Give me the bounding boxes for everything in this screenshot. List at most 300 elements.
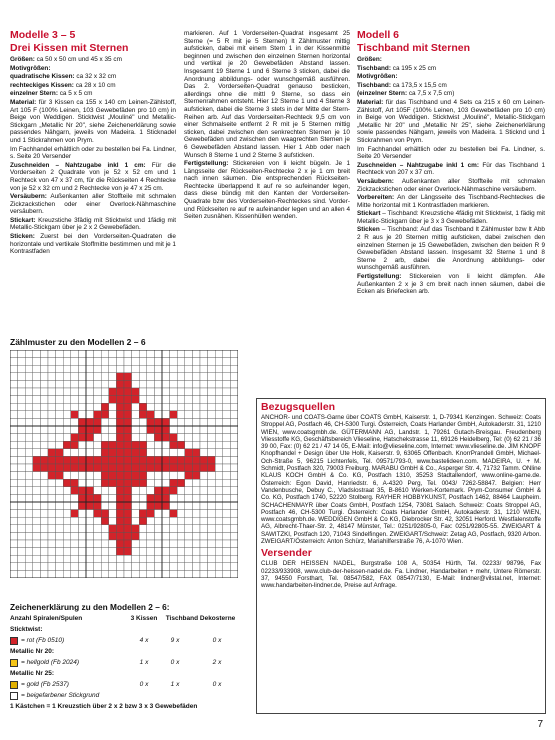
count-deko: 2 x: [212, 659, 222, 667]
chart-cell: [109, 434, 117, 442]
chart-cell-red: [132, 472, 140, 480]
counting-chart: [10, 337, 240, 578]
chart-cell: [162, 563, 170, 571]
chart-cell: [109, 548, 117, 556]
chart-cell: [18, 487, 26, 495]
chart-cell: [10, 365, 18, 373]
chart-cell-red: [124, 403, 132, 411]
suppliers-title: Bezugsquellen: [261, 401, 336, 413]
chart-cell: [192, 479, 200, 487]
chart-cell: [162, 396, 170, 404]
chart-cell: [101, 487, 109, 495]
chart-cell: [48, 380, 56, 388]
chart-cell: [25, 365, 33, 373]
chart-cell-red: [48, 464, 56, 472]
chart-cell-red: [132, 388, 140, 396]
chart-cell: [192, 411, 200, 419]
legend-group-label: Sticktwist:: [10, 626, 43, 634]
chart-cell: [101, 380, 109, 388]
chart-cell: [147, 350, 155, 358]
header-col-1: Anzahl Spiralen/Spulen: [10, 615, 83, 623]
chart-cell-red: [116, 532, 124, 540]
chart-cell: [177, 396, 185, 404]
chart-cell: [215, 570, 223, 578]
chart-cell: [71, 418, 79, 426]
chart-cell-red: [116, 494, 124, 502]
chart-cell: [101, 532, 109, 540]
chart-cell: [147, 396, 155, 404]
chart-cell: [56, 487, 64, 495]
chart-cell: [56, 396, 64, 404]
chart-cell: [33, 373, 41, 381]
chart-cell: [223, 418, 231, 426]
chart-cell: [185, 373, 193, 381]
chart-cell-red: [116, 396, 124, 404]
chart-cell: [162, 373, 170, 381]
cutting-paragraph: [10, 162, 176, 192]
chart-cell: [230, 548, 238, 556]
chart-cell-red: [101, 479, 109, 487]
finishing-paragraph: [10, 193, 176, 216]
chart-cell: [139, 525, 147, 533]
chart-cell: [177, 472, 185, 480]
chart-cell: [230, 434, 238, 442]
chart-cell: [162, 403, 170, 411]
chart-cell: [18, 563, 26, 571]
completion-paragraph: [184, 160, 350, 221]
chart-cell: [86, 365, 94, 373]
chart-cell: [154, 525, 162, 533]
chart-cell: [185, 365, 193, 373]
chart-cell-red: [170, 441, 178, 449]
chart-cell: [170, 532, 178, 540]
chart-cell: [200, 570, 208, 578]
label: Sticken: [357, 226, 380, 234]
chart-cell-red: [116, 388, 124, 396]
chart-cell: [223, 563, 231, 571]
chart-cell-red: [78, 426, 86, 434]
red-swatch: [10, 637, 18, 645]
chart-cell: [10, 479, 18, 487]
chart-cell-red: [177, 464, 185, 472]
chart-cell: [101, 434, 109, 442]
chart-cell: [162, 570, 170, 578]
chart-cell: [200, 487, 208, 495]
chart-cell: [200, 502, 208, 510]
chart-cell: [18, 411, 26, 419]
chart-cell: [78, 449, 86, 457]
label: Tischband:: [357, 81, 391, 89]
chart-cell: [40, 472, 48, 480]
column-modelle-3-5: [10, 30, 176, 257]
chart-cell-red: [71, 456, 79, 464]
chart-cell: [63, 472, 71, 480]
chart-cell: [154, 350, 162, 358]
value: Für das Tischband 1 Rechteck von 207 x 37 cm.: [357, 161, 546, 177]
chart-cell-red: [139, 411, 147, 419]
label: Vorbereiten:: [357, 194, 395, 202]
chart-cell: [33, 396, 41, 404]
stitch-paragraph: [10, 217, 176, 232]
chart-cell: [10, 517, 18, 525]
chart-cell: [192, 510, 200, 518]
chart-cell: [208, 411, 216, 419]
suppliers-text: ANCHOR- und COATS-Garne über COATS GmbH, Kaiserstr. 1, D-79341 Kenzingen. Schweiz: Coats Stroppel AG, Postfach 46, CH-5300 Turgi. Österreich, Coats Harlander GmbH, Autokaderstr. 31, 1210 WIEN, www.coatsgmbh.de. GÜTERMANN AG, Landstr. 1, 79261 Gutach-Breisgau. Freudenberg Vliesstoffe KG, Geschäftsbereich Vlieseline, Hatschekstrasse 11, 69126 Heidelberg, Tel: (0) 62 21 / 36 39 00, Fax: (0) 62 21 / 47 14 05, E-Mail: info@vlieseline.com, Internet: www.vlieseline.de. JIM KNOPF Knopfhandel + Design über Ute Holk, Kaiserstr. 9, 63065 Offenbach. KnorrPrandell GmbH, Michael-Och-Straße 5, 96215 Lichtenfels, Tel. 09571/793-0, www.bastelideen.com. MADEIRA, U. + M. Schmidt, Postfach 320, 79003 Freiburg. MARABU GmbH & Co., Asperger Str. 4, 71732 Tamm. ONline KLAUS KOCH GmbH & Co. KG, Postfach 1310, 35253 Stadtallendorf, www.online-garne.de. Österreich: Egon David, Hanriedstr. 6, A-4320 Perg, Tel. 0043/ 7262-58847. Belgien: Herr Vandenbusche, Debuy C., Vladslostraat 35, B-8610 Werken-Kortemark. Prym-Consumer GmbH & Co. KG, Postfach 1740, 52220 Stolberg. RAYHER HOBBYKUNST, Postfach 1462, 88464 Laupheim. SCHACHENMAYR über Coats GmbH, Postfach 1254, 73081 Salach. Schweiz: Coats Stroppel AG, Postfach 46, CH-5300 Turgi. Österreich: Coats Harlander GmbH, Autokaderstr. 31, 1210 WIEN, www.coatsgmbh.de. WEDDIGEN GmbH & Co KG, Diebrocker Str. 42, 32051 Herford. Westfalenstoffe AG, Albrecht-Thaer-Str. 2, 48147 Münster, Tel.: 0251/92805-0, Fax: 0251/92805-55. ZWEIGART & SAWITZKI, Postfach 120, 71043 Sindelfingen. ZWEIGART/Schweiz: Zetag AG, Postfach, 9320 Arbon. ZWEIGART/Österreich: Anton Schürz, Mariahilferstraße 76, A-1070 Wien.: [261, 414, 541, 546]
label: Material:: [357, 98, 384, 106]
chart-cell: [185, 403, 193, 411]
chart-cell: [170, 548, 178, 556]
cutting-paragraph: [357, 162, 545, 177]
chart-cell-red: [71, 411, 79, 419]
chart-cell: [170, 494, 178, 502]
chart-cell: [48, 487, 56, 495]
chart-cell: [10, 418, 18, 426]
chart-cell: [86, 441, 94, 449]
chart-cell: [63, 494, 71, 502]
chart-cell: [40, 570, 48, 578]
chart-cell: [56, 380, 64, 388]
chart-cell: [78, 380, 86, 388]
chart-cell-red: [116, 510, 124, 518]
chart-cell: [33, 380, 41, 388]
chart-cell: [116, 365, 124, 373]
chart-cell-red: [86, 456, 94, 464]
chart-cell: [78, 517, 86, 525]
chart-cell: [48, 525, 56, 533]
chart-cell: [170, 426, 178, 434]
chart-cell: [63, 563, 71, 571]
chart-cell: [177, 487, 185, 495]
chart-cell: [86, 373, 94, 381]
chart-cell: [208, 540, 216, 548]
chart-cell: [71, 350, 79, 358]
size-line: [357, 65, 545, 73]
chart-cell-red: [124, 456, 132, 464]
chart-cell: [116, 570, 124, 578]
chart-cell: [40, 449, 48, 457]
chart-cell: [177, 502, 185, 510]
chart-cell: [177, 494, 185, 502]
chart-cell: [40, 418, 48, 426]
chart-cell: [192, 434, 200, 442]
chart-cell-red: [170, 456, 178, 464]
chart-cell-red: [116, 517, 124, 525]
chart-cell: [208, 487, 216, 495]
chart-cell-red: [177, 456, 185, 464]
chart-cell: [177, 449, 185, 457]
chart-cell: [154, 570, 162, 578]
chart-cell-red: [139, 472, 147, 480]
chart-cell: [200, 373, 208, 381]
chart-cell: [223, 358, 231, 366]
chart-cell: [33, 570, 41, 578]
chart-cell-red: [101, 441, 109, 449]
chart-cell: [63, 510, 71, 518]
chart-cell: [200, 434, 208, 442]
chart-cell-red: [116, 540, 124, 548]
chart-cell-red: [78, 456, 86, 464]
chart-cell: [25, 510, 33, 518]
chart-cell: [71, 548, 79, 556]
chart-cell: [71, 563, 79, 571]
chart-cell: [25, 449, 33, 457]
chart-cell: [94, 358, 102, 366]
value: Für die Vorderseiten 2 Quadrate von je 52 x 52 cm und 1 Rechteck von 47 x 37 cm, für die Rückseiten 4 Rechtecke von je 52 x 32 cm und 2 Rechtecke von je 47 x 25 cm.: [10, 161, 176, 192]
chart-cell: [101, 494, 109, 502]
chart-cell-red: [132, 456, 140, 464]
chart-cell: [223, 365, 231, 373]
value: Kreuzstiche 3fädig mit Sticktwist und 1fädig mit Metallic-Stickgarn über je 2 x 2 Gewebefäden.: [10, 216, 176, 232]
chart-cell: [48, 563, 56, 571]
versender-title: Versender: [261, 547, 312, 560]
chart-cell: [25, 411, 33, 419]
chart-cell: [94, 380, 102, 388]
chart-cell: [223, 540, 231, 548]
chart-cell: [162, 555, 170, 563]
chart-cell: [63, 548, 71, 556]
chart-cell-red: [162, 426, 170, 434]
chart-cell: [25, 380, 33, 388]
chart-cell: [56, 532, 64, 540]
chart-cell: [132, 418, 140, 426]
chart-cell: [124, 555, 132, 563]
size-label: Größen:: [357, 56, 382, 63]
chart-cell: [18, 426, 26, 434]
chart-cell-red: [170, 479, 178, 487]
chart-cell: [86, 449, 94, 457]
chart-cell-red: [116, 472, 124, 480]
chart-cell: [215, 350, 223, 358]
chart-cell-red: [139, 517, 147, 525]
chart-cell-red: [124, 373, 132, 381]
chart-cell: [18, 365, 26, 373]
chart-cell: [170, 517, 178, 525]
page-number: 7: [537, 719, 543, 730]
chart-cell: [208, 403, 216, 411]
chart-cell: [48, 479, 56, 487]
label: Fertigstellung:: [357, 273, 402, 281]
chart-cell: [223, 479, 231, 487]
chart-cell-red: [94, 502, 102, 510]
color-name: = beigefarbener Stickgrund: [21, 692, 100, 700]
chart-cell-red: [147, 418, 155, 426]
value: – Tischband: Kreuzstiche 4fädig mit Sticktwist, 1 fädig mit Metallic-Stickgarn über je 3 x 3 Gewebefäden.: [357, 210, 545, 225]
count-kissen: 0 x: [139, 681, 149, 689]
chart-cell: [132, 517, 140, 525]
chart-cell-red: [116, 403, 124, 411]
chart-cell: [215, 479, 223, 487]
chart-cell: [10, 388, 18, 396]
chart-cell: [56, 411, 64, 419]
legend-footer: 1 Kästchen = 1 Kreuzstich über 2 x 2 bzw 3 x 3 Gewebefäden: [10, 703, 198, 711]
chart-cell: [18, 373, 26, 381]
chart-cell: [40, 388, 48, 396]
chart-cell: [208, 517, 216, 525]
legend-group-label: Metallic Nr 25:: [10, 670, 55, 678]
chart-cell-red: [170, 487, 178, 495]
chart-cell-red: [101, 403, 109, 411]
chart-cell-red: [94, 494, 102, 502]
chart-cell-red: [63, 479, 71, 487]
chart-cell: [33, 525, 41, 533]
chart-cell: [94, 563, 102, 571]
chart-cell: [230, 380, 238, 388]
chart-cell: [18, 510, 26, 518]
chart-cell: [215, 365, 223, 373]
chart-cell: [132, 380, 140, 388]
chart-cell: [177, 403, 185, 411]
chart-cell: [185, 570, 193, 578]
chart-cell: [56, 525, 64, 533]
chart-cell-red: [185, 449, 193, 457]
chart-cell: [25, 563, 33, 571]
chart-cell: [147, 487, 155, 495]
chart-cell: [215, 472, 223, 480]
chart-cell: [116, 350, 124, 358]
chart-cell: [25, 548, 33, 556]
chart-cell: [40, 563, 48, 571]
chart-cell: [116, 555, 124, 563]
chart-cell: [71, 403, 79, 411]
chart-cell: [109, 418, 117, 426]
chart-cell-red: [109, 441, 117, 449]
chart-cell-red: [71, 464, 79, 472]
chart-cell: [101, 350, 109, 358]
chart-cell: [223, 494, 231, 502]
legend: [10, 603, 250, 712]
chart-cell: [94, 517, 102, 525]
chart-cell: [48, 388, 56, 396]
chart-cell: [170, 358, 178, 366]
chart-cell: [25, 525, 33, 533]
chart-cell-red: [124, 380, 132, 388]
chart-cell: [215, 487, 223, 495]
chart-cell-red: [48, 449, 56, 457]
chart-cell: [154, 532, 162, 540]
chart-cell: [25, 494, 33, 502]
chart-cell: [101, 525, 109, 533]
beige-swatch: [10, 692, 18, 700]
chart-cell: [162, 472, 170, 480]
chart-cell: [230, 449, 238, 457]
chart-cell-red: [63, 464, 71, 472]
chart-cell: [177, 365, 185, 373]
chart-cell: [94, 403, 102, 411]
label: rechteckiges Kissen:: [10, 81, 74, 89]
chart-cell: [33, 472, 41, 480]
chart-cell: [139, 532, 147, 540]
chart-cell: [10, 380, 18, 388]
chart-cell: [192, 365, 200, 373]
chart-cell: [223, 570, 231, 578]
chart-cell: [223, 502, 231, 510]
chart-cell: [215, 434, 223, 442]
chart-cell: [139, 388, 147, 396]
chart-cell: [10, 510, 18, 518]
chart-cell: [230, 570, 238, 578]
chart-cell-red: [192, 464, 200, 472]
chart-cell: [132, 510, 140, 518]
chart-cell: [223, 373, 231, 381]
chart-cell: [215, 456, 223, 464]
chart-cell: [109, 510, 117, 518]
chart-cell: [71, 358, 79, 366]
chart-cell-red: [116, 380, 124, 388]
legend-title: Zeichenerklärung zu den Modellen 2 – 6:: [10, 602, 170, 612]
chart-cell: [56, 373, 64, 381]
chart-cell: [101, 570, 109, 578]
chart-cell-red: [170, 434, 178, 442]
chart-cell: [132, 434, 140, 442]
chart-cell: [86, 517, 94, 525]
chart-cell: [86, 388, 94, 396]
chart-cell-red: [101, 456, 109, 464]
chart-cell: [25, 373, 33, 381]
count-kissen: 1 x: [139, 659, 149, 667]
chart-cell-red: [154, 426, 162, 434]
chart-cell: [215, 555, 223, 563]
chart-cell: [185, 479, 193, 487]
chart-cell: [10, 456, 18, 464]
value: An der Längsseite des Tischband-Rechteckes die Mitte horizontal mit 1 Kontrastfaden markieren.: [357, 194, 545, 209]
chart-cell: [124, 350, 132, 358]
chart-cell: [94, 532, 102, 540]
chart-cell: [215, 525, 223, 533]
chart-cell-red: [208, 456, 216, 464]
chart-cell: [71, 570, 79, 578]
chart-cell: [223, 449, 231, 457]
chart-cell: [10, 449, 18, 457]
chart-cell-red: [86, 494, 94, 502]
chart-cell: [154, 358, 162, 366]
chart-cell: [86, 403, 94, 411]
chart-cell: [101, 418, 109, 426]
chart-cell: [33, 517, 41, 525]
chart-cell: [230, 540, 238, 548]
chart-cell: [192, 396, 200, 404]
chart-cell-red: [109, 396, 117, 404]
chart-cell-red: [116, 411, 124, 419]
chart-cell-red: [124, 502, 132, 510]
chart-cell: [94, 449, 102, 457]
chart-cell: [200, 426, 208, 434]
chart-cell: [223, 350, 231, 358]
chart-cell: [177, 540, 185, 548]
chart-cell: [185, 411, 193, 419]
gold-swatch: [10, 681, 18, 689]
chart-cell-red: [78, 464, 86, 472]
chart-cell: [94, 350, 102, 358]
chart-cell-red: [132, 464, 140, 472]
chart-cell: [139, 502, 147, 510]
chart-cell: [185, 494, 193, 502]
yellow-swatch: [10, 659, 18, 667]
value: Außenkanten aller Stoffteile mit schmalen Zickzackstichen oder einer Overlock-Nähmaschine versäubern.: [10, 193, 176, 216]
chart-cell: [132, 426, 140, 434]
chart-cell: [215, 396, 223, 404]
chart-cell: [208, 548, 216, 556]
chart-cell-red: [124, 479, 132, 487]
chart-cell-red: [139, 510, 147, 518]
chart-cell: [170, 525, 178, 533]
chart-cell: [25, 502, 33, 510]
chart-cell: [25, 426, 33, 434]
chart-cell: [215, 441, 223, 449]
chart-cell: [25, 555, 33, 563]
chart-cell-red: [116, 502, 124, 510]
column-continued: [184, 30, 350, 222]
chart-cell: [208, 388, 216, 396]
